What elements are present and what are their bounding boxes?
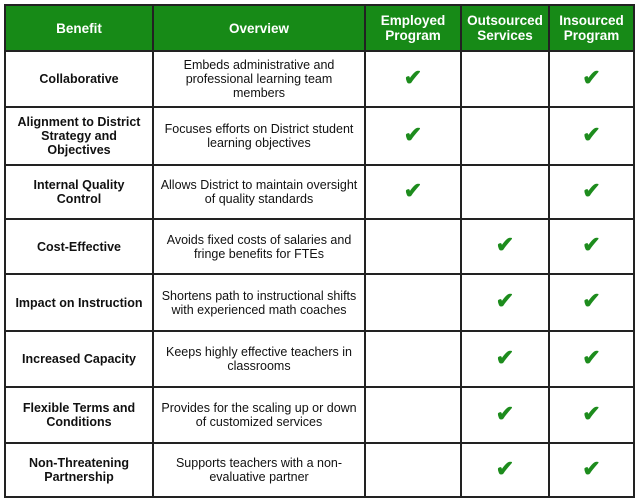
checkmark-icon: ✔ bbox=[495, 288, 515, 313]
benefit-cell: Alignment to District Strategy and Objectives bbox=[5, 107, 153, 165]
table-row bbox=[5, 51, 634, 107]
check-cell bbox=[461, 165, 549, 219]
benefit-cell: Non-Threatening Partnership bbox=[5, 443, 153, 497]
benefits-comparison-table bbox=[4, 4, 635, 498]
check-cell bbox=[365, 51, 461, 107]
table-row bbox=[5, 443, 634, 497]
check-cell bbox=[461, 331, 549, 387]
overview-cell: Embeds administrative and professional learning team members bbox=[153, 51, 365, 107]
check-cell bbox=[549, 443, 634, 497]
overview-cell: Supports teachers with a non-evaluative partner bbox=[153, 443, 365, 497]
check-cell bbox=[461, 274, 549, 331]
benefit-cell: Impact on Instruction bbox=[5, 274, 153, 331]
overview-cell: Focuses efforts on District student learning objectives bbox=[153, 107, 365, 165]
overview-cell: Allows District to maintain oversight of quality standards bbox=[153, 165, 365, 219]
checkmark-icon: ✔ bbox=[495, 344, 515, 370]
checkmark-icon: ✔ bbox=[495, 455, 515, 481]
checkmark-icon: ✔ bbox=[495, 232, 515, 257]
check-cell bbox=[461, 387, 549, 443]
checkmark-icon: ✔ bbox=[582, 400, 601, 426]
checkmark-icon: ✔ bbox=[403, 121, 423, 147]
overview-cell: Shortens path to instructional shifts with experienced math coaches bbox=[153, 274, 365, 331]
table-row bbox=[5, 331, 634, 387]
checkmark-icon: ✔ bbox=[403, 177, 423, 203]
overview-cell: Avoids fixed costs of salaries and fringe benefits for FTEs bbox=[153, 219, 365, 274]
check-cell bbox=[365, 387, 461, 443]
table-row bbox=[5, 387, 634, 443]
benefit-cell: Collaborative bbox=[5, 51, 153, 107]
check-cell bbox=[549, 274, 634, 331]
overview-cell: Provides for the scaling up or down of customized services bbox=[153, 387, 365, 443]
table-row bbox=[5, 274, 634, 331]
checkmark-icon: ✔ bbox=[582, 344, 601, 370]
checkmark-icon: ✔ bbox=[582, 288, 601, 313]
check-cell bbox=[549, 331, 634, 387]
checkmark-icon: ✔ bbox=[495, 400, 515, 426]
table-row bbox=[5, 107, 634, 165]
table-row bbox=[5, 219, 634, 274]
check-cell bbox=[461, 51, 549, 107]
benefit-cell: Increased Capacity bbox=[5, 331, 153, 387]
checkmark-icon: ✔ bbox=[582, 121, 601, 147]
table-row bbox=[5, 165, 634, 219]
check-cell bbox=[365, 107, 461, 165]
checkmark-icon: ✔ bbox=[403, 64, 423, 90]
checkmark-icon: ✔ bbox=[582, 232, 601, 257]
check-cell bbox=[461, 219, 549, 274]
header-employed-program: Employed Program bbox=[365, 5, 461, 51]
checkmark-icon: ✔ bbox=[582, 64, 601, 90]
benefit-cell: Flexible Terms and Conditions bbox=[5, 387, 153, 443]
check-cell bbox=[461, 443, 549, 497]
check-cell bbox=[549, 219, 634, 274]
check-cell bbox=[461, 107, 549, 165]
check-cell bbox=[549, 51, 634, 107]
header-row bbox=[5, 5, 634, 51]
check-cell bbox=[365, 274, 461, 331]
header-benefit: Benefit bbox=[5, 5, 153, 51]
overview-cell: Keeps highly effective teachers in classrooms bbox=[153, 331, 365, 387]
check-cell bbox=[365, 219, 461, 274]
check-cell bbox=[365, 331, 461, 387]
benefit-cell: Internal Quality Control bbox=[5, 165, 153, 219]
check-cell bbox=[549, 165, 634, 219]
check-cell bbox=[549, 387, 634, 443]
check-cell bbox=[549, 107, 634, 165]
checkmark-icon: ✔ bbox=[582, 177, 601, 203]
benefit-cell: Cost-Effective bbox=[5, 219, 153, 274]
check-cell bbox=[365, 165, 461, 219]
header-insourced-program: Insourced Program bbox=[549, 5, 634, 51]
header-outsourced-services: Outsourced Services bbox=[461, 5, 549, 51]
header-overview: Overview bbox=[153, 5, 365, 51]
checkmark-icon: ✔ bbox=[582, 455, 601, 481]
check-cell bbox=[365, 443, 461, 497]
